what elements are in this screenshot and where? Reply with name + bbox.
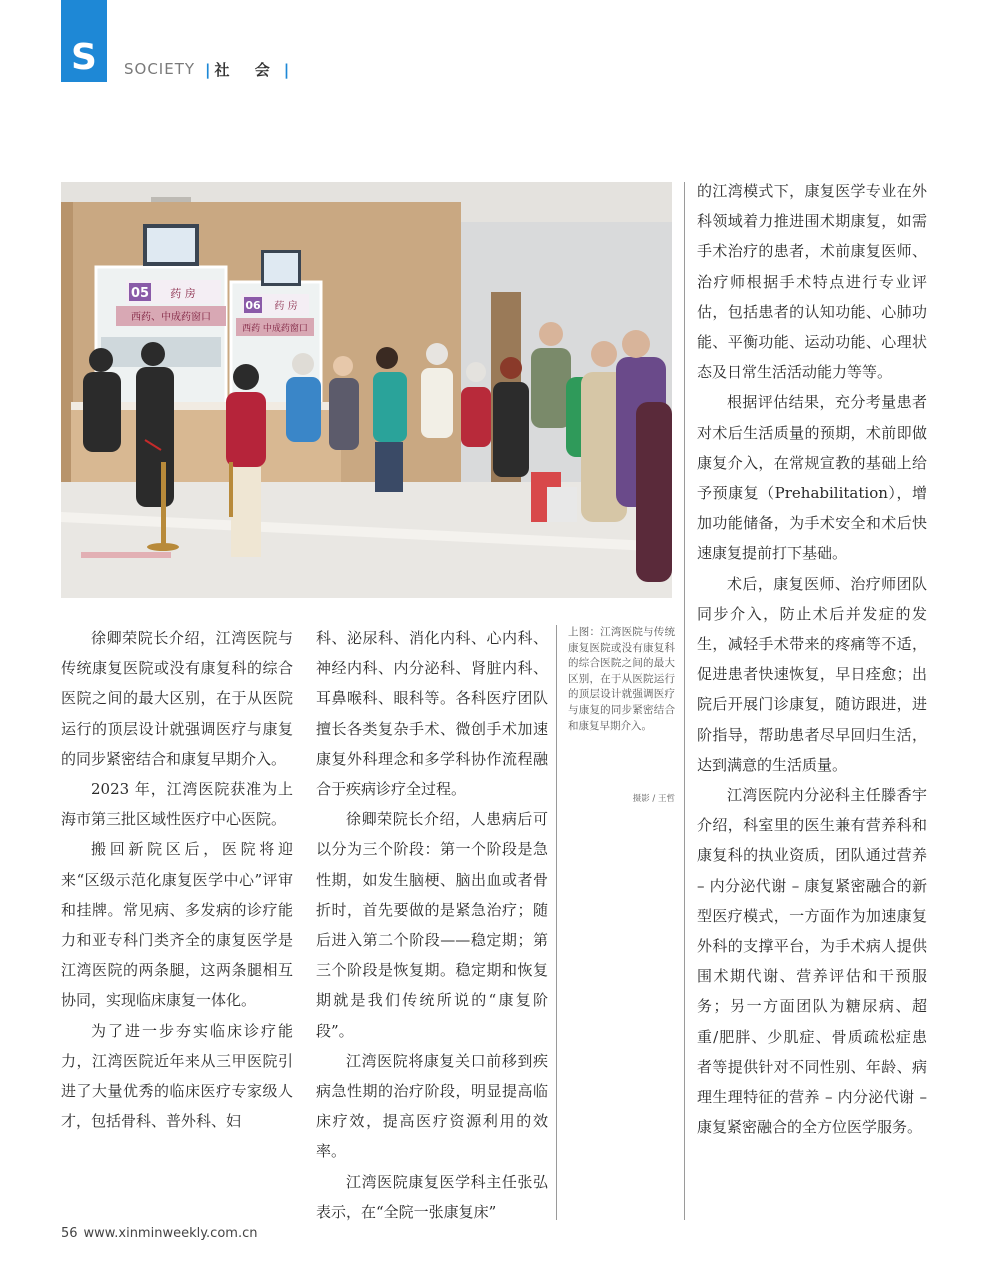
paragraph: 徐卿荣院长介绍，江湾医院与传统康复医院或没有康复科的综合医院之间的最大区别，在于从医院运行的顶层设计就强调医疗与康复的同步紧密结合和康复早期介入。 (61, 629, 293, 768)
paragraph: 江湾医院康复医学科主任张弘表示，在“全院一张康复床” (316, 1172, 548, 1221)
photo-credit: 摄影 / 王哲 (632, 794, 675, 804)
paragraph: 根据评估结果，充分考量患者对术后生活质量的预期，术前即做康复介入，在常规宣教的基础上给予预康复（Prehabilitation），增加功能储备，为手术安全和术后快速康复提前打下基础。 (697, 393, 927, 563)
paragraph: 江湾医院将康复关口前移到疾病急性期的治疗阶段，明显提高临床疗效，提高医疗资源利用的效率。 (316, 1051, 548, 1161)
sign-06-subtitle: 西药 中成药窗口 (242, 324, 308, 334)
column-divider (684, 182, 685, 1220)
pharmacy-sign-05 (116, 280, 226, 326)
section-letter: S (71, 37, 97, 78)
paragraph: 术后，康复医师、治疗师团队同步介入，防止术后并发症的发生，减轻手术带来的疼痛等不适，促进患者快速恢复，早日痊愈；出院后开展门诊康复，随访跟进，进阶指导，帮助患者尽早回归生活，达到满意的生活质量。 (697, 574, 927, 774)
paragraph: 搬回新院区后，医院将迎来“区级示范化康复医学中心”评审和挂牌。常见病、多发病的诊疗能力和亚专科门类齐全的康复医学是江湾医院的两条腿，这两条腿相互协同，实现临床康复一体化。 (61, 840, 293, 1010)
section-name-en: SOCIETY (124, 60, 196, 78)
paragraph: 2023 年，江湾医院获准为上海市第三批区域性医疗中心医院。 (61, 780, 293, 829)
paragraph-continued: 的江湾模式下，康复医学专业在外科领域着力推进围术期康复，如需手术治疗的患者，术前康复医师、治疗师根据手术特点进行专业评估，包括患者的认知功能、心肺功能、平衡功能、运动功能、心理状态及日常生活活动能力等等。 (697, 182, 927, 382)
sign-05-number: 05 (130, 286, 150, 301)
column-divider (556, 625, 557, 1220)
photo-caption: 上图：江湾医院与传统康复医院或没有康复科的综合医院之间的最大区别，在于从医院运行的顶层设计就强调医疗与康复的同步紧密结合和康复早期介入。 (568, 626, 675, 732)
article-column-2 (316, 623, 548, 1227)
page-footer (61, 1226, 257, 1241)
sign-05-subtitle: 西药、中成药窗口 (131, 312, 211, 323)
paragraph-continued: 科、泌尿科、消化内科、心内科、神经内科、内分泌科、肾脏内科、耳鼻喉科、眼科等。各科医疗团队擅长各类复杂手术、微创手术加速康复外科理念和多学科协作流程融合于疾病诊疗全过程。 (316, 629, 548, 799)
hospital-pharmacy-photo (61, 182, 672, 598)
section-logo-block (61, 0, 107, 82)
article-column-3 (697, 176, 927, 1143)
website-url: www.xinminweekly.com.cn (83, 1226, 258, 1241)
sign-06-number: 06 (245, 299, 261, 312)
paragraph: 徐卿荣院长介绍，人患病后可以分为三个阶段：第一个阶段是急性期，如发生脑梗、脑出血或者骨折时，首先要做的是紧急治疗；随后进入第二个阶段——稳定期；第三个阶段是恢复期。稳定期和恢复期就是我们传统所说的“康复阶段”。 (316, 810, 548, 1040)
pharmacy-sign-06 (236, 294, 314, 336)
page-number: 56 (61, 1226, 78, 1241)
section-name-cn-text: 社 会 (214, 61, 280, 79)
paragraph: 为了进一步夯实临床诊疗能力，江湾医院近年来从三甲医院引进了大量优秀的临床医疗专家级人才，包括骨科、普外科、妇 (61, 1021, 293, 1131)
article-column-1 (61, 623, 293, 1136)
paragraph: 江湾医院内分泌科主任滕香宇介绍，科室里的医生兼有营养科和康复科的执业资质，团队通过营养 – 内分泌代谢 – 康复紧密融合的新型医疗模式，一方面作为加速康复外科的支撑平台，为手术病人提供围术期代谢、营养评估和干预服务；另一方面团队为糖尿病、超重/肥胖、少肌症、骨质疏松症患者等提供针对不同性别、年龄、病理生理特征的营养 – 内分泌代谢 – 康复紧密融合的全方位医学服务。 (697, 786, 927, 1137)
sign-06-title: 药 房 (274, 301, 298, 312)
section-name-cn: | 社 会 | (205, 61, 290, 79)
sign-05-title: 药 房 (170, 287, 196, 300)
